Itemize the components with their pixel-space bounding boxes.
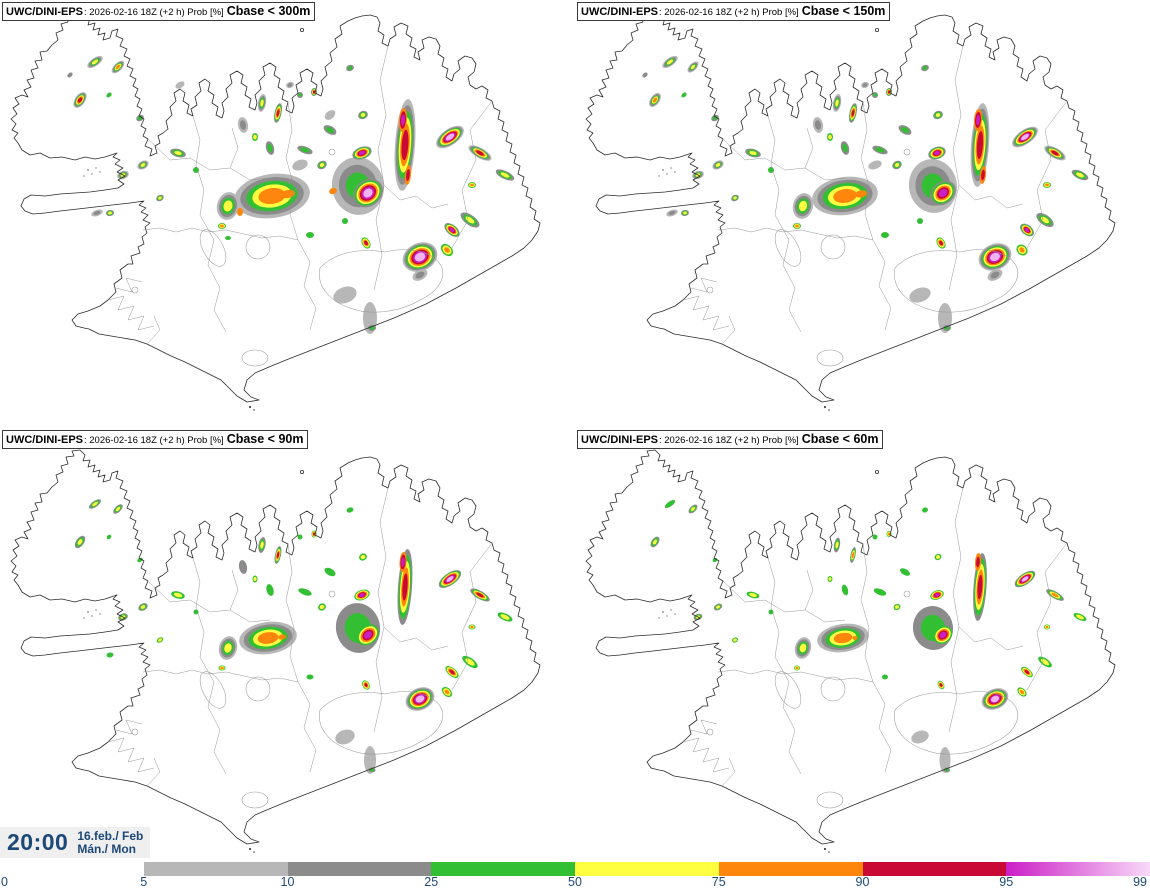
threshold-label: Cbase < 300m — [226, 4, 311, 18]
legend-segment — [431, 862, 575, 876]
map-panel-cbase-300m — [0, 0, 575, 428]
legend-segment — [288, 862, 432, 876]
valid-time: 20:00 — [7, 829, 69, 855]
run-info: : 2026-02-16 18Z (+2 h) Prob [%] — [659, 7, 799, 18]
valid-date-line2: Mán./ Mon — [77, 841, 136, 856]
panel-title — [2, 2, 315, 21]
legend-tick: 10 — [280, 875, 295, 889]
valid-time-box — [0, 827, 150, 858]
threshold-label: Cbase < 90m — [226, 432, 304, 446]
legend-segment — [863, 862, 1007, 876]
threshold-label: Cbase < 150m — [801, 4, 886, 18]
valid-date — [77, 830, 143, 856]
iceland-probability-map — [575, 0, 1150, 428]
legend-tick: 95 — [999, 875, 1014, 889]
legend-tick: 90 — [855, 875, 870, 889]
legend-tick: 0 — [1, 875, 8, 889]
map-panel-cbase-90m — [0, 428, 575, 891]
panel-title — [577, 2, 890, 21]
legend-tick: 99 — [1133, 875, 1147, 889]
product-label: UWC/DINI-EPS — [581, 6, 658, 18]
legend-tick: 50 — [568, 875, 582, 889]
legend-tick: 25 — [424, 875, 439, 889]
legend-segment — [719, 862, 863, 876]
probability-color-legend — [144, 862, 1150, 876]
product-label: UWC/DINI-EPS — [581, 434, 658, 446]
legend-tick: 5 — [140, 875, 148, 889]
legend-segment — [575, 862, 719, 876]
probability-blobs — [649, 499, 1088, 773]
iceland-probability-map — [0, 0, 575, 428]
legend-segment — [1006, 862, 1150, 876]
legend-tick-labels — [0, 875, 1150, 891]
product-label: UWC/DINI-EPS — [6, 434, 83, 446]
run-info: : 2026-02-16 18Z (+2 h) Prob [%] — [659, 435, 799, 446]
probability-blobs — [641, 54, 1089, 333]
valid-date-line1: 16.feb./ Feb — [77, 828, 144, 843]
legend-tick: 75 — [711, 875, 726, 889]
panel-title — [577, 430, 883, 449]
product-label: UWC/DINI-EPS — [6, 6, 83, 18]
threshold-label: Cbase < 60m — [801, 432, 879, 446]
run-info: : 2026-02-16 18Z (+2 h) Prob [%] — [84, 435, 224, 446]
map-panel-cbase-150m — [575, 0, 1150, 428]
map-panel-cbase-60m — [575, 428, 1150, 891]
iceland-probability-map — [575, 428, 1150, 891]
legend-segment — [144, 862, 288, 876]
iceland-probability-map — [0, 428, 575, 891]
panel-title — [2, 430, 308, 449]
run-info: : 2026-02-16 18Z (+2 h) Prob [%] — [84, 7, 224, 18]
